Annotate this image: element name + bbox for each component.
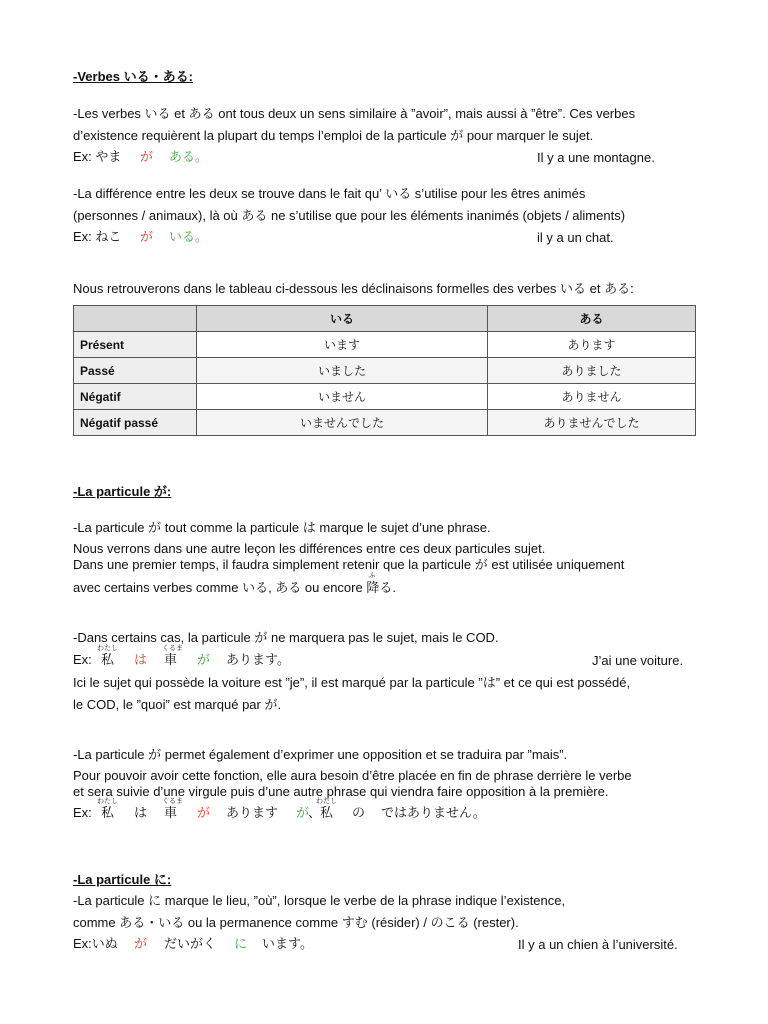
kanji-with-furigana [366,572,380,596]
table-cell: います [197,332,488,358]
word-daigaku: だいがく [164,936,217,951]
section-heading-particle-ni: -La particule に: [73,872,172,887]
translation: Il y a une montagne. [537,150,655,165]
furigana: わたし [97,645,118,652]
table-header-cell [74,306,197,332]
paragraph-line: Dans une premier temps, il faudra simplement retenir que la particule が est utilisée uniquement [73,557,625,572]
particle-ga: が [197,652,211,667]
particle-ga: が [140,149,154,164]
example-prefix: Ex: [73,652,92,667]
furigana: わたし [316,798,337,805]
particle-ni: に [234,936,248,951]
verb-arimasu: あります。 [226,652,290,667]
kanji: 降 [366,580,380,595]
paragraph-line: -Dans certains cas, la particule が ne marquera pas le sujet, mais le COD. [73,630,499,645]
particle-wa: は [134,652,148,667]
kanji-watashi: 私 [101,652,115,667]
paragraph-line [73,572,396,596]
text-span: る. [379,580,396,595]
paragraph-line: -La différence entre les deux se trouve dans le fait qu’ いる s’utilise pour les êtres animés [73,186,586,201]
table-header-cell: ある [488,306,696,332]
furigana: わたし [97,798,118,805]
table-row [74,358,696,384]
row-label: Présent [74,332,197,358]
text-span: avec certains verbes comme いる, ある ou encore [73,580,367,595]
particle-ga: が [140,229,154,244]
kanji-watashi: 私 [101,805,115,820]
kanji-kuruma: 車 [164,805,178,820]
example-prefix: Ex: [73,805,92,820]
translation: Il y a un chien à l’université. [518,937,678,952]
section-heading-iru-aru: -Verbes いる・ある: [73,69,193,84]
verb-iru: いる。 [169,229,209,244]
paragraph-line: Nous verrons dans une autre leçon les différences entre ces deux particules sujet. [73,541,546,556]
conjugation-table [73,305,696,436]
table-cell: ありました [488,358,696,384]
row-label: Négatif [74,384,197,410]
particle-ga: が [134,936,148,951]
particle-ga: が [197,805,211,820]
table-row [74,384,696,410]
verb-imasu: います。 [262,936,313,951]
kanji-kuruma: 車 [164,652,178,667]
translation: il y a un chat. [537,230,614,245]
verb-arimasu: あります [226,805,279,820]
translation: J’ai une voiture. [592,653,684,668]
paragraph-line: Nous retrouverons dans le tableau ci-dessous les déclinaisons formelles des verbes いる et ある: [73,281,634,296]
comma: 、 [308,805,322,820]
table-cell: ありませんでした [488,410,696,436]
example-prefix: Ex:いぬ [73,936,118,951]
paragraph-line: le COD, le ”quoi” est marqué par が. [73,697,282,712]
particle-no: の [352,805,366,820]
particle-wa: は [134,805,148,820]
table-row [74,332,696,358]
table-header-cell: いる [197,306,488,332]
furigana: くるま [162,645,183,652]
verb-dewaarimasen: ではありません。 [381,805,486,820]
table-row [74,410,696,436]
furigana: くるま [162,798,183,805]
row-label: Passé [74,358,197,384]
table-cell: いません [197,384,488,410]
paragraph-line: comme ある・いる ou la permanence comme すむ (résider) / のこる (rester). [73,915,519,930]
paragraph-line: -La particule が tout comme la particule は marque le sujet d’une phrase. [73,520,491,535]
table-cell: ありません [488,384,696,410]
example-prefix: Ex: ねこ [73,229,122,244]
verb-aru: ある。 [169,149,209,164]
particle-ga-opposition: が [296,805,310,820]
paragraph-line: Pour pouvoir avoir cette fonction, elle aura besoin d’être placée en fin de phrase derrière le verbe [73,768,632,783]
kanji-watashi: 私 [320,805,334,820]
table-cell: いました [197,358,488,384]
furigana: ふ [368,572,376,579]
table-cell: あります [488,332,696,358]
paragraph-line: (personnes / animaux), là où ある ne s’utilise que pour les éléments inanimés (objets / aliments) [73,208,626,223]
paragraph-line: -Les verbes いる et ある ont tous deux un sens similaire à ”avoir”, mais aussi à ”être”. Ces verbes [73,106,636,121]
row-label: Négatif passé [74,410,197,436]
table-header-row [74,306,696,332]
paragraph-line: d’existence requièrent la plupart du temps l’emploi de la particule が pour marquer le sujet. [73,128,594,143]
paragraph-line: -La particule に marque le lieu, ”où”, lorsque le verbe de la phrase indique l’existence, [73,893,566,908]
paragraph-line: -La particule が permet également d’exprimer une opposition et se traduira par ”mais”. [73,747,568,762]
example-prefix: Ex: やま [73,149,122,164]
section-heading-particle-ga: -La particule が: [73,484,172,499]
paragraph-line: Ici le sujet qui possède la voiture est ”je”, il est marqué par la particule ”は” et ce qui est possédé, [73,675,631,690]
paragraph-line: et sera suivie d’une virgule puis d’une autre phrase qui viendra faire opposition à la première. [73,784,609,799]
table-cell: いませんでした [197,410,488,436]
